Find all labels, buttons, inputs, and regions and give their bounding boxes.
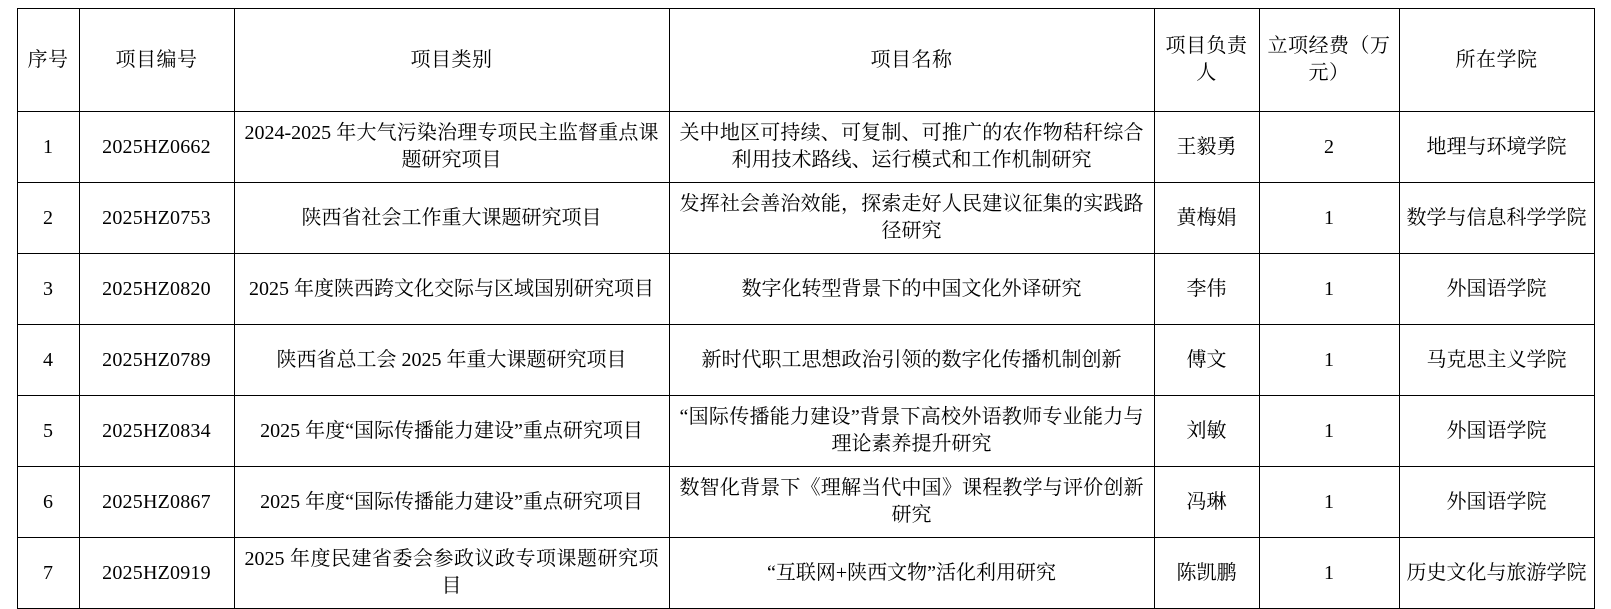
cell-category: 2025 年度陕西跨文化交际与区域国别研究项目	[234, 254, 669, 325]
column-header-college: 所在学院	[1399, 9, 1594, 112]
cell-leader: 傅文	[1154, 325, 1259, 396]
cell-college: 历史文化与旅游学院	[1399, 538, 1594, 609]
cell-code: 2025HZ0662	[79, 112, 234, 183]
table-row	[17, 183, 1594, 254]
cell-college: 马克思主义学院	[1399, 325, 1594, 396]
column-header-name: 项目名称	[669, 9, 1154, 112]
column-header-seq: 序号	[17, 9, 79, 112]
column-header-code: 项目编号	[79, 9, 234, 112]
project-table	[17, 8, 1595, 609]
table-header-row	[17, 9, 1594, 112]
table-row	[17, 396, 1594, 467]
table-row	[17, 538, 1594, 609]
cell-name: 发挥社会善治效能，探索走好人民建议征集的实践路径研究	[669, 183, 1154, 254]
cell-leader: 黄梅娟	[1154, 183, 1259, 254]
cell-leader: 冯琳	[1154, 467, 1259, 538]
cell-leader: 陈凯鹏	[1154, 538, 1259, 609]
cell-seq: 2	[17, 183, 79, 254]
cell-code: 2025HZ0919	[79, 538, 234, 609]
cell-fund: 1	[1259, 538, 1399, 609]
cell-name: “国际传播能力建设”背景下高校外语教师专业能力与理论素养提升研究	[669, 396, 1154, 467]
cell-code: 2025HZ0789	[79, 325, 234, 396]
cell-seq: 4	[17, 325, 79, 396]
column-header-leader: 项目负责人	[1154, 9, 1259, 112]
cell-category: 2025 年度“国际传播能力建设”重点研究项目	[234, 467, 669, 538]
cell-category: 2025 年度“国际传播能力建设”重点研究项目	[234, 396, 669, 467]
cell-college: 外国语学院	[1399, 254, 1594, 325]
table-row	[17, 112, 1594, 183]
cell-seq: 7	[17, 538, 79, 609]
table-row	[17, 467, 1594, 538]
cell-category: 2025 年度民建省委会参政议政专项课题研究项目	[234, 538, 669, 609]
cell-seq: 6	[17, 467, 79, 538]
cell-category: 陕西省总工会 2025 年重大课题研究项目	[234, 325, 669, 396]
table-row	[17, 254, 1594, 325]
cell-fund: 1	[1259, 396, 1399, 467]
cell-category: 2024-2025 年大气污染治理专项民主监督重点课题研究项目	[234, 112, 669, 183]
cell-name: 关中地区可持续、可复制、可推广的农作物秸秆综合利用技术路线、运行模式和工作机制研究	[669, 112, 1154, 183]
table-row	[17, 325, 1594, 396]
cell-seq: 5	[17, 396, 79, 467]
table-header	[17, 9, 1594, 112]
column-header-fund: 立项经费（万元）	[1259, 9, 1399, 112]
cell-name: “互联网+陕西文物”活化利用研究	[669, 538, 1154, 609]
cell-fund: 1	[1259, 467, 1399, 538]
cell-fund: 1	[1259, 254, 1399, 325]
cell-name: 数智化背景下《理解当代中国》课程教学与评价创新研究	[669, 467, 1154, 538]
cell-college: 地理与环境学院	[1399, 112, 1594, 183]
table-body	[17, 112, 1594, 609]
cell-leader: 李伟	[1154, 254, 1259, 325]
cell-fund: 2	[1259, 112, 1399, 183]
cell-category: 陕西省社会工作重大课题研究项目	[234, 183, 669, 254]
cell-code: 2025HZ0753	[79, 183, 234, 254]
cell-seq: 3	[17, 254, 79, 325]
cell-fund: 1	[1259, 183, 1399, 254]
cell-code: 2025HZ0867	[79, 467, 234, 538]
cell-college: 数学与信息科学学院	[1399, 183, 1594, 254]
cell-code: 2025HZ0820	[79, 254, 234, 325]
cell-leader: 王毅勇	[1154, 112, 1259, 183]
column-header-category: 项目类别	[234, 9, 669, 112]
cell-fund: 1	[1259, 325, 1399, 396]
cell-seq: 1	[17, 112, 79, 183]
cell-name: 数字化转型背景下的中国文化外译研究	[669, 254, 1154, 325]
cell-college: 外国语学院	[1399, 467, 1594, 538]
cell-name: 新时代职工思想政治引领的数字化传播机制创新	[669, 325, 1154, 396]
cell-code: 2025HZ0834	[79, 396, 234, 467]
cell-leader: 刘敏	[1154, 396, 1259, 467]
cell-college: 外国语学院	[1399, 396, 1594, 467]
